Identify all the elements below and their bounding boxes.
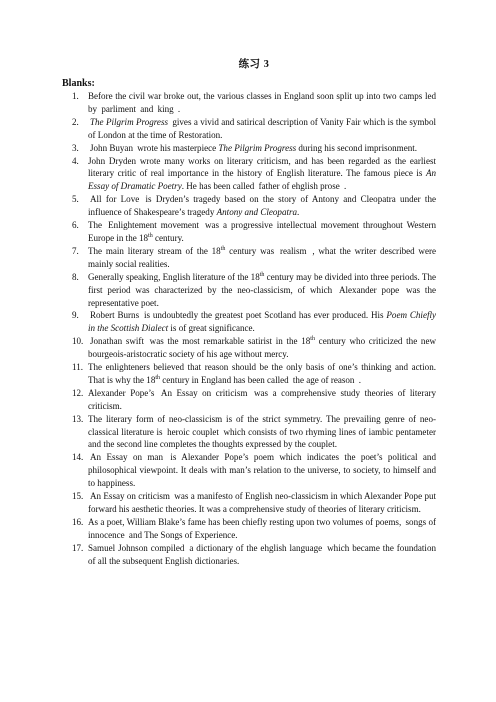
item-text: during his second imprisonment. xyxy=(296,142,418,153)
blanks-list xyxy=(72,90,436,568)
blank-answer: Enlightement movement xyxy=(108,220,199,231)
list-item xyxy=(72,142,436,155)
blank-answer: The Pilgrim Progress xyxy=(90,116,168,127)
blank-answer: parliment xyxy=(101,103,136,114)
list-item xyxy=(72,413,436,452)
item-text: The literary form of neo-classicism is of the strict symmetry. The prevailing genre of neo-classical literature is xyxy=(88,413,436,437)
item-text: . xyxy=(175,103,181,114)
list-item xyxy=(72,387,436,413)
item-text: th xyxy=(259,271,265,278)
item-number: 6. xyxy=(72,220,79,231)
blank-answer: An Essay on criticism xyxy=(160,387,248,398)
blank-answer: realism xyxy=(279,245,307,256)
item-text: was the representative poet. xyxy=(88,284,436,308)
item-text: which consists of two rhyming lines of iambic pentameter and the second line completes the thoughts expressed by the couplet. xyxy=(88,426,436,450)
blank-answer: Jonathan swift xyxy=(90,336,144,347)
blank-answer: Alexander pope xyxy=(339,284,400,295)
list-item xyxy=(72,116,436,142)
item-text: , what the writer described were mainly social realities. xyxy=(88,245,437,269)
item-text: is Alexander Pope’s poem which indicates the poet’s political and philosophical viewpoint. It deals with man’s relation to the universe, to society, to himself and to happiness. xyxy=(88,452,436,489)
blank-answer: the age of reason xyxy=(292,374,355,385)
page-title: 练习 3 xyxy=(238,59,270,70)
blank-answer: Robert Burns xyxy=(90,310,140,321)
item-number: 1. xyxy=(72,91,79,101)
list-item xyxy=(72,193,436,219)
list-item xyxy=(72,516,436,542)
item-text: was a progressive intellectual movement throughout Western Europe in the 18 xyxy=(88,220,436,243)
item-number: 5. xyxy=(72,194,79,205)
item-text: . xyxy=(297,207,300,218)
list-item xyxy=(72,219,436,245)
item-text: The main literary stream of the 18 xyxy=(88,245,221,256)
list-item xyxy=(72,271,436,310)
item-text: The enlighteners believed that reason should be the only basis of one’s thinking and action. That is why the 18 xyxy=(88,362,436,385)
list-item xyxy=(72,451,436,490)
item-text: century who criticized the new bourgeois-aristocratic society of his age without mercy. xyxy=(88,336,436,360)
item-text: Antony and Cleopatra xyxy=(216,207,298,218)
item-number: 4. xyxy=(72,155,79,166)
item-text: was the most remarkable satirist in the 18 xyxy=(145,336,311,347)
item-text: . xyxy=(341,181,347,192)
list-item xyxy=(72,490,436,516)
blank-answer: John Buyan xyxy=(90,142,133,153)
item-text: Samuel Johnson compiled xyxy=(88,542,188,553)
item-text: century was xyxy=(225,245,278,256)
list-item xyxy=(72,309,436,335)
item-text: The Pilgrim Progress xyxy=(218,142,297,153)
list-item xyxy=(72,335,436,361)
item-number: 15. xyxy=(72,491,84,502)
blank-answer: a dictionary of the ehglish language xyxy=(189,542,323,553)
item-number: 11. xyxy=(72,362,83,373)
list-item xyxy=(72,245,436,271)
list-item xyxy=(72,361,436,387)
blank-answer: songs of innocence xyxy=(88,516,436,540)
item-text: is undoubtedly the greatest poet Scotland has ever produced. His xyxy=(141,310,387,321)
item-text: century in England has been called xyxy=(160,374,291,385)
item-text: wrote his masterpiece xyxy=(134,142,219,153)
blank-answer: An Essay on man xyxy=(90,452,163,463)
item-text: th xyxy=(148,232,153,239)
item-text: was a manifesto of English neo-classicism in which Alexander Pope put forward his aesthetic theories. It was a comprehensive study of theories of literary criticism. xyxy=(88,491,437,514)
item-text: century. xyxy=(152,232,184,243)
item-text: An Essay of Dramatic Poetry xyxy=(88,168,436,192)
item-number: 9. xyxy=(72,310,79,321)
blank-answer: father of ehglish prose xyxy=(258,181,340,192)
item-number: 8. xyxy=(72,271,79,282)
item-number: 16. xyxy=(72,516,84,527)
item-text: th xyxy=(220,245,226,252)
item-text: which became the foundation of all the subsequent English dictionaries. xyxy=(88,542,436,566)
list-item xyxy=(72,155,436,194)
item-text: John Dryden wrote many works on literary criticism, and has been regarded as the earliest literary critic of real importance in the history of English literature. The famous piece is xyxy=(88,155,436,179)
item-text: As a poet, William Blake’s fame has been chiefly resting upon two volumes of poems, xyxy=(88,516,404,527)
item-text: was a comprehensive study theories of literary criticism. xyxy=(88,387,436,411)
item-text: and xyxy=(137,103,156,114)
item-number: 17. xyxy=(72,542,84,553)
item-text: th xyxy=(155,374,161,381)
item-number: 7. xyxy=(72,245,79,256)
item-text: th xyxy=(310,336,315,343)
item-text: The xyxy=(88,220,107,231)
item-text: . xyxy=(356,374,361,385)
item-number: 12. xyxy=(72,387,84,398)
item-text: Before the civil war broke out, the various classes in England soon split up into two camps led by xyxy=(88,91,436,114)
item-text: gives a vivid and satirical description of Vanity Fair which is the symbol of London at the time of Restoration. xyxy=(88,116,436,140)
item-text: is of great significance. xyxy=(168,323,255,334)
blank-answer: king xyxy=(157,103,174,114)
item-text: Alexander Pope’s xyxy=(88,387,159,398)
item-text: is Dryden’s tragedy based on the story of Antony and Cleopatra under the influence of Shakespeare’s tragedy xyxy=(88,194,436,218)
item-text: . He has been called xyxy=(181,181,257,192)
list-item xyxy=(72,542,436,568)
blank-answer: All for Love xyxy=(90,194,140,205)
blank-answer: heroic couplet xyxy=(167,426,219,437)
item-number: 2. xyxy=(72,116,79,127)
section-heading: Blanks: xyxy=(62,78,95,89)
blank-answer: An Essay on criticism xyxy=(90,491,170,502)
item-number: 3. xyxy=(72,142,79,153)
item-text: Poem Chiefly in the Scottish Dialect xyxy=(88,310,436,334)
item-number: 10. xyxy=(72,336,84,347)
item-text: century may be divided into three periods. The first period was characterized by the neo-classicism, of which xyxy=(88,271,436,295)
item-text: Generally speaking, English literature of the 18 xyxy=(88,271,260,282)
item-number: 14. xyxy=(72,452,84,463)
item-text: and The Songs of Experience. xyxy=(126,529,238,540)
list-item xyxy=(72,90,436,116)
item-number: 13. xyxy=(72,413,84,424)
